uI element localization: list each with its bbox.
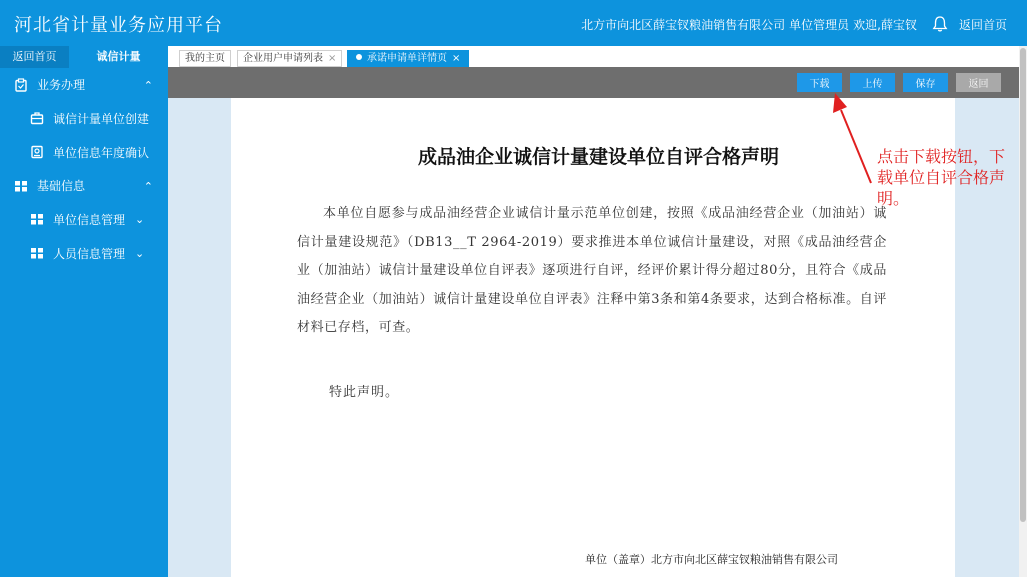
tab-my-home[interactable] xyxy=(179,50,231,67)
menu-group-label: 基础信息 xyxy=(37,179,86,193)
menu-group-label: 业务办理 xyxy=(37,78,86,92)
tab-enterprise-list[interactable] xyxy=(237,50,342,67)
user-role: 单位管理员 xyxy=(789,17,850,32)
tab-label: 承诺申请单详情页 xyxy=(367,53,447,64)
grid-icon xyxy=(14,179,28,193)
tab-label: 企业用户申请列表 xyxy=(243,53,323,64)
bell-icon[interactable] xyxy=(931,15,949,33)
sidebar-item-label: 单位信息年度确认 xyxy=(53,145,150,160)
document-title: 成品油企业诚信计量建设单位自评合格声明 xyxy=(417,146,779,168)
vertical-scrollbar[interactable] xyxy=(1019,46,1027,577)
menu-group-business[interactable] xyxy=(0,68,168,101)
chevron-up-icon: ⌃ xyxy=(143,78,153,92)
welcome-text: 欢迎,薛宝钗 xyxy=(853,17,917,32)
document-page xyxy=(231,98,955,577)
menu-group-basic-info[interactable] xyxy=(0,169,168,202)
tab-label: 我的主页 xyxy=(185,53,225,64)
certificate-icon xyxy=(30,145,44,159)
user-info-bar xyxy=(581,15,1007,33)
chevron-down-icon: ⌄ xyxy=(135,246,145,260)
sidebar-item-label: 单位信息管理 xyxy=(53,212,126,227)
return-home-link[interactable]: 返回首页 xyxy=(958,17,1007,32)
save-button[interactable]: 保存 xyxy=(903,73,948,92)
upload-button[interactable]: 上传 xyxy=(850,73,895,92)
grid-icon xyxy=(30,246,44,260)
chevron-down-icon: ⌄ xyxy=(135,212,145,226)
active-dot-icon xyxy=(356,54,362,60)
sidebar-item-label: 人员信息管理 xyxy=(53,246,126,261)
page-tab-bar xyxy=(168,46,1019,68)
sidebar-item-unit-info[interactable] xyxy=(0,202,168,236)
document-signature: 单位（盖章）北方市向北区薛宝钗粮油销售有限公司 xyxy=(585,553,838,566)
scrollbar-thumb[interactable] xyxy=(1020,48,1026,522)
close-icon[interactable]: × xyxy=(328,53,337,64)
document-closing: 特此声明。 xyxy=(329,385,400,400)
sidebar-item-integrity-create[interactable] xyxy=(0,101,168,135)
sidebar xyxy=(0,46,168,577)
download-button[interactable]: 下载 xyxy=(797,73,842,92)
app-title: 河北省计量业务应用平台 xyxy=(14,15,223,36)
briefcase-icon xyxy=(30,111,44,125)
top-header xyxy=(0,0,1027,46)
close-icon[interactable]: × xyxy=(452,53,461,64)
annotation-note: 点击下载按钮，下载单位自评合格声明。 xyxy=(877,147,1006,208)
sidebar-item-label: 诚信计量单位创建 xyxy=(53,111,150,126)
tab-commitment-detail[interactable] xyxy=(347,50,469,67)
sidebar-tabs xyxy=(0,46,168,68)
sidebar-tab-home[interactable]: 返回首页 xyxy=(0,46,69,68)
document-toolbar xyxy=(168,67,1019,98)
document-body: 本单位自愿参与成品油经营企业诚信计量示范单位创建，按照《成品油经营企业（加油站）诚信计量建设规范》（DB13__T 2964-2019）要求推进本单位诚信计量建设，对照《成品油经营企业（加油站）诚信计量建设单位自评表》逐项进行自评，经评价累计得分超过80分，且符合《成品油经营企业（加油站）诚信计量建设单位自评表》注释中第3条和第4条要求，达到合格标准。自评材料已存档，可查。 xyxy=(297,206,887,335)
sidebar-item-annual-confirm[interactable] xyxy=(0,135,168,169)
sidebar-tab-integrity[interactable]: 诚信计量 xyxy=(69,46,168,68)
company-name: 北方市向北区薛宝钗粮油销售有限公司 xyxy=(581,17,786,32)
clipboard-icon xyxy=(14,78,28,92)
sidebar-item-staff-info[interactable] xyxy=(0,236,168,270)
return-button[interactable]: 返回 xyxy=(956,73,1001,92)
chevron-up-icon: ⌃ xyxy=(143,179,153,193)
grid-icon xyxy=(30,212,44,226)
